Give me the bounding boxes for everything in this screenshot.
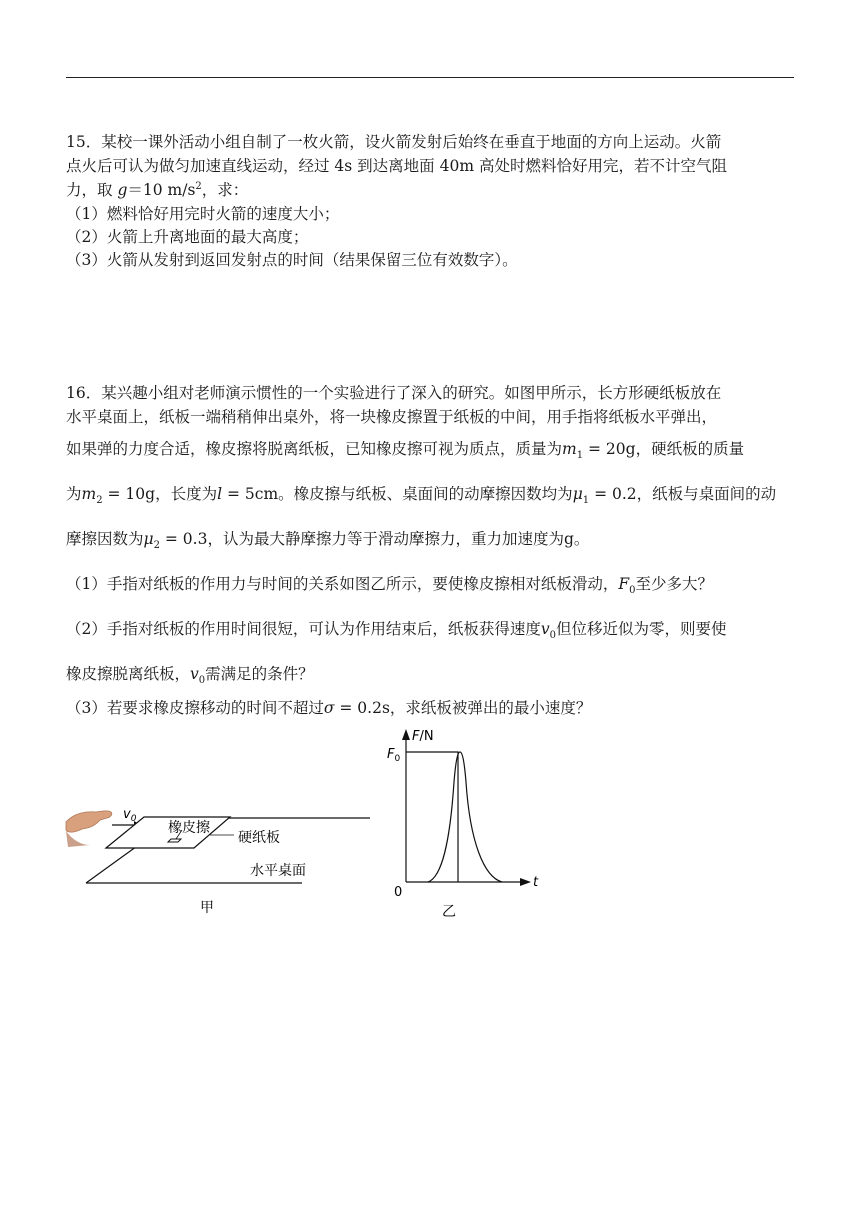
- x-axis-arrowhead: [520, 878, 531, 886]
- v0-label: $v_0$: [123, 807, 137, 824]
- q16-part-2-line-2: 橡皮擦脱离纸板，$v_0$需满足的条件？: [66, 665, 314, 687]
- q15-line-3: 力，取 g＝10 $m/s^2$，求：: [66, 180, 249, 199]
- figure-yi: [380, 722, 550, 922]
- finger-icon: [66, 811, 112, 847]
- q16-part-3: （3）若要求橡皮擦移动的时间不超过σ = 0.2s，求纸板被弹出的最小速度？: [66, 699, 592, 717]
- f0-label: $F_0$: [387, 747, 401, 764]
- desk-surface: [86, 818, 370, 883]
- q15-line-2: 点火后可认为做匀加速直线运动，经过 4s 到达离地面 40m 高处时燃料恰好用完，若不计空气阻: [66, 157, 727, 175]
- eraser-shape: [168, 839, 181, 842]
- caption-jia: 甲: [200, 900, 214, 916]
- q16-line-1: 16．某兴趣小组对老师演示惯性的一个实验进行了深入的研究。如图甲所示，长方形硬纸板放在: [66, 384, 722, 402]
- q16-line-3: 如果弹的力度合适，橡皮擦将脱离纸板，已知橡皮擦可视为质点，质量为$m_1 = 20g$，硬纸板的质量: [66, 440, 745, 462]
- x-axis-label: t: [533, 875, 539, 890]
- y-axis-arrowhead: [402, 729, 410, 740]
- pulse-spike: [428, 752, 502, 882]
- q16-line-2: 水平桌面上，纸板一端稍稍伸出桌外，将一块橡皮擦置于纸板的中间，用手指将纸板水平弹出，: [66, 408, 718, 426]
- eraser-label: 橡皮擦: [168, 820, 210, 836]
- board-label: 硬纸板: [238, 830, 280, 846]
- desk-label: 水平桌面: [250, 863, 306, 879]
- q15-line-1: 15．某校一课外活动小组自制了一枚火箭，设火箭发射后始终在垂直于地面的方向上运动。火箭: [66, 133, 722, 151]
- q16-part-2: （2）手指对纸板的作用时间很短，可认为作用结束后，纸板获得速度$v_0$但位移近似为零，则要使: [66, 620, 727, 642]
- q16-line-4: 为$m_2 = 10g$，长度为l = 5cm。橡皮擦与纸板、桌面间的动摩擦因数均为$\mu_1 = 0.2$，纸板与桌面间的动: [66, 485, 777, 507]
- origin-label: 0: [394, 885, 403, 900]
- header-rule: [66, 77, 794, 78]
- y-axis-label: F/N: [412, 729, 434, 744]
- figure-jia: [60, 795, 380, 925]
- q16-line-5: 摩擦因数为$\mu_2 = 0.3$，认为最大静摩擦力等于滑动摩擦力，重力加速度为g。: [66, 530, 590, 552]
- pulse-square: [406, 752, 458, 882]
- q15-part-3: （3）火箭从发射到返回发射点的时间（结果保留三位有效数字）。: [66, 251, 518, 269]
- q15-part-1: （1）燃料恰好用完时火箭的速度大小；: [66, 205, 340, 223]
- q15-part-2: （2）火箭上升离地面的最大高度；: [66, 228, 309, 246]
- caption-yi: 乙: [442, 904, 456, 920]
- q16-part-1: （1）手指对纸板的作用力与时间的关系如图乙所示，要使橡皮擦相对纸板滑动，$F_0$至少多大？: [66, 575, 714, 597]
